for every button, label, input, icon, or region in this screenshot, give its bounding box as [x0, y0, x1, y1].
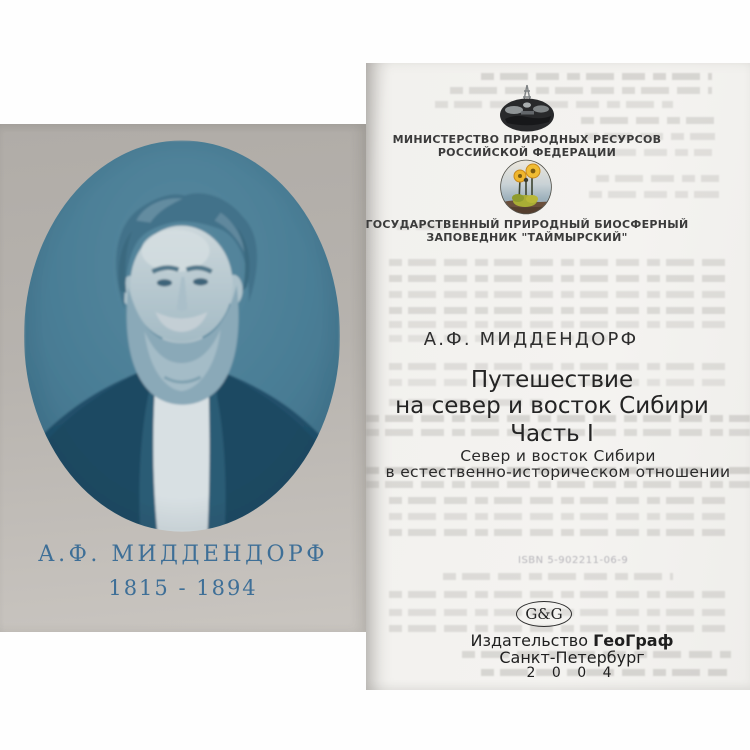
portrait-image	[24, 140, 340, 532]
book-title	[360, 367, 744, 447]
portrait-vignette	[24, 140, 340, 531]
imprint-publisher-name: ГеоГраф	[593, 631, 674, 650]
portrait-caption-years: 1815 - 1894	[108, 576, 258, 600]
publisher-logo-text: G&G	[525, 605, 563, 623]
frontispiece-page	[0, 124, 366, 632]
book-subtitle-line2: в естественно-историческом отношении	[385, 462, 731, 481]
book-title-line1: Путешествие	[470, 367, 634, 393]
book-subtitle-line1: Север и восток Сибири	[460, 447, 656, 465]
reserve-name-line1: ГОСУДАРСТВЕННЫЙ ПРИРОДНЫЙ БИОСФЕРНЫЙ	[365, 218, 689, 231]
portrait-oval	[24, 140, 340, 532]
imprint-city: Санкт-Петербург	[499, 648, 645, 667]
title-page-content	[366, 63, 750, 690]
title-page	[366, 63, 750, 690]
taimyr-reserve-emblem-icon	[499, 159, 553, 215]
portrait-caption-name: А.Ф. МИДДЕНДОРФ	[37, 542, 329, 567]
imprint-publisher-prefix: Издательство	[470, 631, 589, 650]
author-name: А.Ф. МИДДЕНДОРФ	[423, 329, 639, 350]
imprint-year: 2 0 0 4	[526, 665, 618, 681]
showthrough-isbn: ISBN 5-902211-06-9	[518, 555, 629, 566]
reserve-name	[335, 218, 719, 244]
book-title-part: Часть I	[510, 421, 594, 447]
ministry-name-line2: РОССИЙСКОЙ ФЕДЕРАЦИИ	[437, 146, 617, 159]
ministry-name-line1: МИНИСТЕРСТВО ПРИРОДНЫХ РЕСУРСОВ	[392, 133, 662, 146]
book-subtitle	[366, 449, 750, 480]
ministry-name	[335, 133, 719, 159]
reserve-name-line2: ЗАПОВЕДНИК "ТАЙМЫРСКИЙ"	[426, 231, 628, 244]
book-title-line2: на север и восток Сибири	[395, 393, 709, 419]
publisher-logo	[516, 601, 572, 627]
ministry-emblem-icon	[497, 81, 557, 133]
